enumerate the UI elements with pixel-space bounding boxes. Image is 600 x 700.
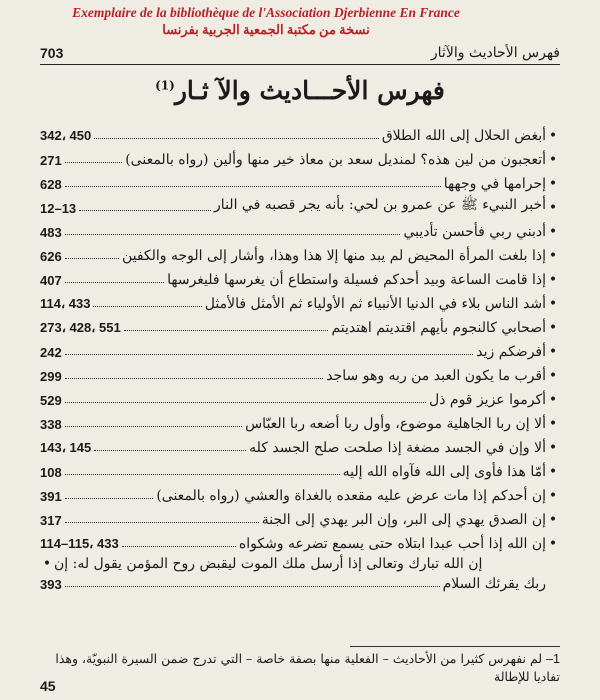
entry-text: ألا وإن في الجسد مضغة إذا صلحت صلح الجسد كله [249,440,546,456]
entry-text: إذا قامت الساعة وبيد أحدكم فسيلة واستطاع أن يغرسها فليغرسها [167,272,546,288]
header-running-title: فهرس الأحاديث والآثار [430,45,560,61]
index-entry [40,528,560,552]
entry-bullet: • [548,200,558,216]
bottom-page-number: 45 [40,678,56,694]
entry-bullet: • [548,368,558,384]
entry-bullet: • [548,296,558,312]
entry-bullet: • [548,248,558,264]
stamp-french-text: Exemplaire de la bibliothèque de l'Association Djerbienne En France [72,5,460,20]
entry-bullet: • [548,440,558,456]
entry-bullet: • [548,344,558,360]
footnote [40,650,560,685]
leader-dots [65,426,242,427]
entry-text: أكرموا عزيز قوم ذل [429,392,546,408]
index-entry [40,456,560,480]
entry-page-ref: 483 [40,225,62,240]
leader-dots [94,138,379,139]
entry-page-ref: 626 [40,249,62,264]
index-entry [40,480,560,504]
index-entry [40,360,560,384]
entry-text-line1: إن الله تبارك وتعالى إذا أرسل ملك الموت ليقبض روح المؤمن يقول له: إن [54,556,483,572]
index-entry [40,408,560,432]
leader-dots [65,586,440,587]
entry-bullet: • [548,512,558,528]
footnote-number: 1– [546,652,560,666]
library-stamp [26,4,506,38]
entry-page-ref: 393 [40,577,62,592]
leader-dots [65,354,474,355]
entry-text: أخبر النبيء ﷺ عن عمرو بن لحي: بأنه يجر قصبه في النار [214,197,546,213]
entry-text: أشد الناس بلاء في الدنيا الأنبياء ثم الأولياء ثم الأمثل فالأمثل [204,296,546,312]
entry-page-ref: 628 [40,177,62,192]
entry-text: إذا بلغت المرأة المحيض لم يبد منها إلا هذا وهذا، وأشار إلى الوجه والكفين [121,248,546,264]
entry-bullet: • [548,536,558,552]
leader-dots [79,210,211,211]
title-text: فهرس الأحـــاديث والآ ثـار [174,76,445,105]
entry-page-ref: 143، 145 [40,440,92,455]
running-header [40,42,560,65]
entry-page-ref: 242 [40,345,62,360]
entry-page-ref: 273، 428، 551 [40,320,121,335]
entry-page-ref: 407 [40,273,62,288]
entry-page-ref: 342، 450 [40,128,92,143]
leader-dots [65,402,426,403]
entry-text: أفرضكم زيد [476,344,546,360]
leader-dots [124,330,329,331]
entry-page-ref: 108 [40,465,62,480]
entry-bullet: • [548,128,558,144]
leader-dots [65,162,123,163]
hadith-index-list [40,120,560,592]
entry-page-ref: 271 [40,153,62,168]
leader-dots [65,234,401,235]
entry-page-ref: 114، 433 [40,296,91,311]
entry-text: أمّا هذا فأوى إلى الله فآواه الله إليه [342,464,546,480]
stamp-arabic-text: نسخة من مكتبة الجمعية الجربية بفرنسا [162,22,370,37]
entry-text: ألا إن ربا الجاهلية موضوع، وأول ربا أضعه ربا العبّاس [245,416,546,432]
index-entry [40,168,560,192]
index-entry [40,312,560,336]
index-entry [40,336,560,360]
index-entry [40,240,560,264]
entry-text: أتعجبون من لين هذه؟ لمنديل سعد بن معاذ خير منها وألين (رواه بالمعنى) [125,152,546,168]
entry-text: أقرب ما يكون العبد من ربه وهو ساجد [326,368,546,384]
index-entry [40,288,560,312]
entry-page-ref: 114–115، 433 [40,536,119,551]
entry-bullet: • [548,152,558,168]
index-entry [40,216,560,240]
leader-dots [65,378,324,379]
index-entry [40,552,560,592]
entry-bullet: • [548,320,558,336]
leader-dots [93,306,201,307]
entry-page-ref: 391 [40,489,62,504]
entry-text: إن الصدق يهدي إلى البر، وإن البر يهدي إلى الجنة [261,512,546,528]
entry-page-ref: 338 [40,417,62,432]
index-entry [40,192,560,216]
entry-bullet: • [548,464,558,480]
leader-dots [65,186,441,187]
index-entry [40,504,560,528]
entry-text: أدبني ربي فأحسن تأديبي [403,224,546,240]
leader-dots [94,450,246,451]
header-page-number: 703 [40,45,64,61]
leader-dots [65,258,119,259]
entry-bullet: • [548,392,558,408]
entry-bullet: • [548,224,558,240]
index-entry [40,120,560,144]
entry-text: أبغض الحلال إلى الله الطلاق [381,128,546,144]
title-footnote-mark: (1) [155,78,175,93]
entry-text-line2: ربك يقرئك السلام [442,576,546,592]
entry-page-ref: 317 [40,513,62,528]
index-entry [40,144,560,168]
leader-dots [122,546,236,547]
entry-page-ref: 529 [40,393,62,408]
index-entry [40,432,560,456]
entry-bullet: • [548,488,558,504]
leader-dots [65,282,164,283]
entry-text: أصحابي كالنجوم بأيهم اقتديتم اهتديتم [331,320,546,336]
footnote-text: لم نفهرس كثيرا من الأحاديث – الفعلية منها بصفة خاصة – التي تدرج ضمن السيرة النبويّة، وهذا تفاديا للإطالة [55,651,560,684]
leader-dots [65,522,259,523]
leader-dots [65,474,340,475]
index-entry [40,264,560,288]
footnote-rule [350,646,560,647]
entry-text: إن الله إذا أحب عبدا ابتلاه حتى يسمع تضرعه وشكواه [238,536,546,552]
index-entry [40,384,560,408]
entry-text: إحرامها في وجهها [443,176,546,192]
entry-bullet: • [42,556,52,572]
entry-page-ref: 299 [40,369,62,384]
leader-dots [65,498,154,499]
entry-text: إن أحدكم إذا مات عرض عليه مقعده بالغداة والعشي (رواه بالمعنى) [156,488,546,504]
entry-page-ref: 12–13 [40,201,77,216]
page-title [0,76,600,105]
entry-bullet: • [548,176,558,192]
entry-bullet: • [548,272,558,288]
entry-bullet: • [548,416,558,432]
